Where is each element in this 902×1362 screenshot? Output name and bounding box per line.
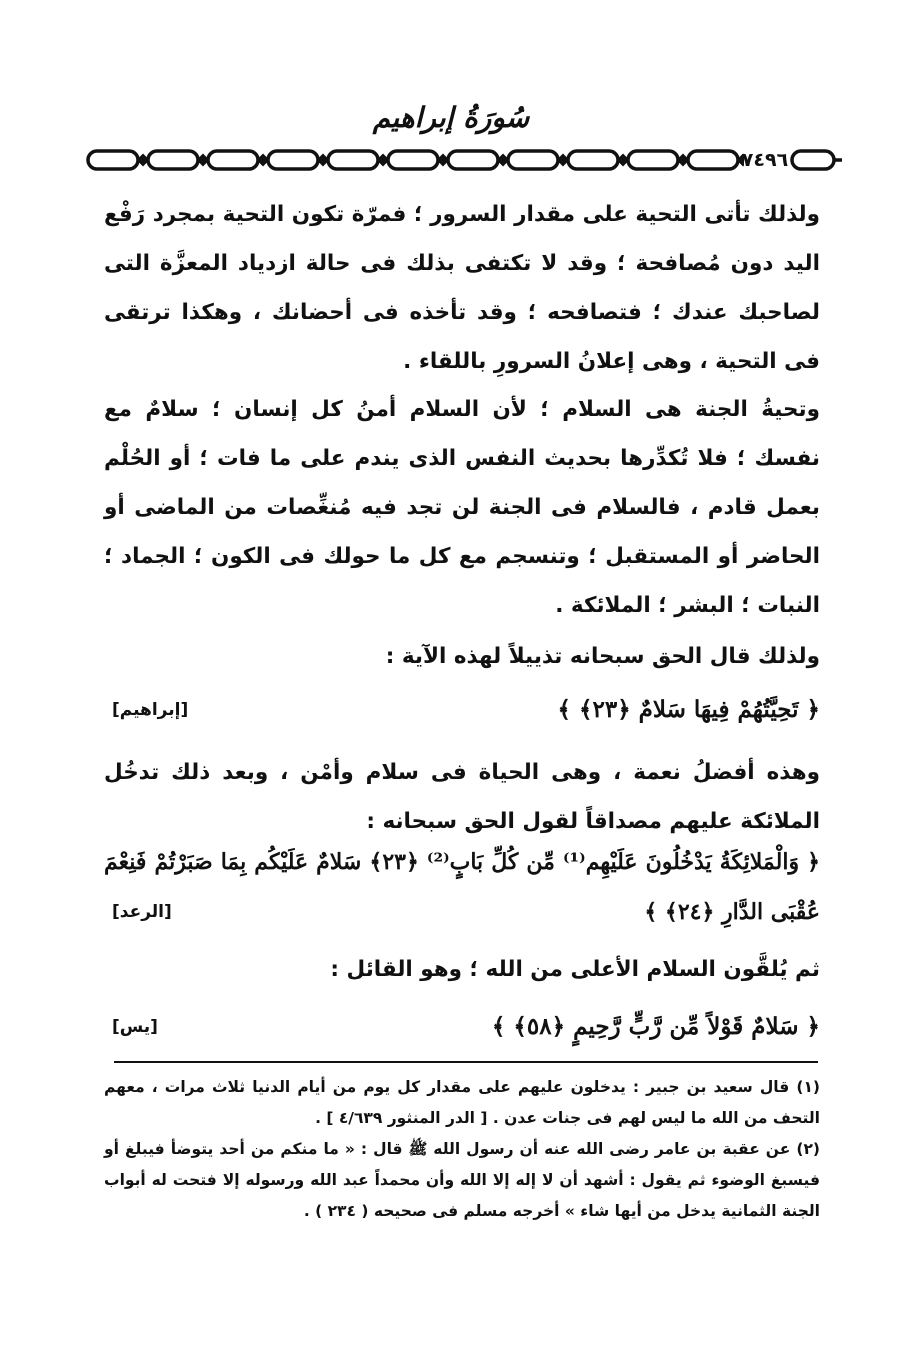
verse-text: ﴿ تَحِيَّتُهُمْ فِيهَا سَلامٌ ﴿٢٣﴾ ﴾: [557, 696, 820, 723]
footnote-1: (١) قال سعيد بن جبير : يدخلون عليهم على مقدار كل يوم من أيام الدنيا ثلاث مرات ، معهم التحف من الله ما ليس لهم فى جنات عدن . [ الدر المنثور ٤/٦٣٩ ] .: [104, 1078, 820, 1127]
paragraph-greeting: ولذلك تأتى التحية على مقدار السرور ؛ فمرّة تكون التحية بمجرد رَفْع اليد دون مُصافحة ؛ وقد لا تكتفى بذلك فى حالة ازدياد المعزَّة التى لصاحبك عندك ؛ فتصافحه ؛ وقد تأخذه فى أحضانك ، وهكذا ترتقى فى التحية ، وهى إعلانُ السرورِ باللقاء .: [104, 202, 820, 374]
verse-text: ﴿ سَلامٌ قَوْلاً مِّن رَّبٍّ رَّحِيمٍ ﴿٥٨﴾ ﴾: [491, 1013, 820, 1040]
footnote-2: (٢) عن عقبة بن عامر رضى الله عنه أن رسول الله ﷺ قال : « ما منكم من أحد يتوضأ فيبلغ أو فيسبغ الوضوء ثم يقول : أشهد أن لا إله إلا الله وأن محمداً عبد الله ورسوله إلا فتحت له أبواب الجنة الثمانية يدخل من أيها شاء » أخرجه مسلم فى صحيحه ( ٢٣٤ ) .: [104, 1140, 820, 1220]
paragraph-verse-intro: ولذلك قال الحق سبحانه تذييلاً لهذه الآية :: [385, 644, 820, 669]
chain-ornament-icon: [84, 147, 744, 173]
surah-title: سُورَةُ إبراهيم: [372, 101, 530, 134]
footnote-divider: [114, 1061, 818, 1063]
verse-yasin: [104, 1002, 820, 1052]
verse-ibrahim: [104, 685, 820, 735]
paragraph-best-blessing: وهذه أفضلُ نعمة ، وهى الحياة فى سلام وأمْن ، وبعد ذلك تدخُل الملائكة عليهم مصداقاً لقول الحق سبحانه :: [104, 760, 820, 834]
verse-reference: [يس]: [112, 1017, 158, 1037]
verse-raad: ﴿ وَالْمَلائِكَةُ يَدْخُلُونَ عَلَيْهِم⁽¹⁾ مِّن كُلِّ بَابٍ⁽²⁾ ﴿٢٣﴾ سَلامٌ عَلَيْكُم بِمَا صَبَرْتُمْ فَنِعْمَ عُقْبَى الدَّارِ ﴿٢٤﴾ ﴾: [104, 849, 820, 925]
verse-reference: [الرعد]: [112, 902, 172, 922]
paragraph-paradise-peace: وتحيةُ الجنة هى السلام ؛ لأن السلام أمنُ كل إنسان ؛ سلامٌ مع نفسك ؛ فلا تُكدِّرها بحديث النفس الذى يندم على ما فات ؛ أو الحُلْم بعمل قادم ، فالسلام فى الجنة لن تجد فيه مُنغِّصات من الماضى أو الحاضر أو المستقبل ؛ وتنسجم مع كل ما حولك فى الكون ؛ الجماد ؛ النبات ؛ البشر ؛ الملائكة .: [104, 397, 820, 618]
verse-reference: [إبراهيم]: [112, 700, 189, 720]
chain-ornament-end-icon: [786, 147, 844, 173]
page-number: ٧٤٩٦: [741, 149, 789, 171]
footnotes: [104, 1072, 820, 1227]
paragraph-salam-from-allah: ثم يُلقَّون السلام الأعلى من الله ؛ وهو القائل :: [330, 957, 820, 982]
